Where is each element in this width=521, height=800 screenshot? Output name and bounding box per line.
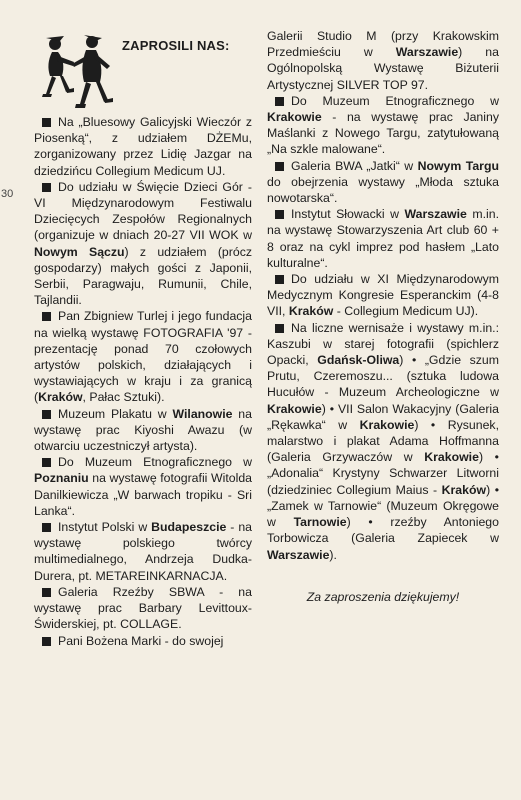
section-heading: ZAPROSILI NAS: xyxy=(122,38,230,53)
dancers-illustration-icon xyxy=(40,32,116,114)
place-name: Wilanowie xyxy=(172,406,233,421)
text-run: Do udziału w Święcie Dzieci Gór - VI Międzynarodowym Festiwalu Dziecięcych Zespołów Regionalnych (organizuje w dniach 20-27 VII WOK w xyxy=(34,179,252,243)
text-run: na wystawę fotografii Witolda Danilkiewicza „W barwach tropiku - Sri Lanka“. xyxy=(34,471,252,518)
place-name: Poznaniu xyxy=(34,471,89,486)
right-column xyxy=(267,28,499,605)
margin-mark: 30 xyxy=(1,188,14,200)
list-item xyxy=(34,179,252,309)
place-name: Krakowie xyxy=(424,450,479,465)
list-item xyxy=(34,633,252,649)
list-item xyxy=(267,93,499,158)
text-run: na wystawę prac Kiyoshi Awazu (w otwarciu uczestniczył artysta). xyxy=(34,406,252,454)
section-header xyxy=(34,32,252,114)
text-run: ). xyxy=(329,547,337,562)
left-column xyxy=(34,32,252,649)
place-name: Nowym Targu xyxy=(417,158,499,173)
right-items-list xyxy=(267,93,499,563)
text-run: Galeria BWA „Jatki“ w xyxy=(291,158,418,173)
list-item xyxy=(267,271,499,320)
text-run: Do Muzeum Etnograficznego w xyxy=(291,93,499,108)
place-name: Gdańsk-Oliwa xyxy=(317,353,400,368)
text-run: Na „Bluesowy Galicyjski Wieczór z Piosenką“, z udziałem DŻEMu, zorganizowany przez Lidię Jazgar na dziedzińcu Collegium Medicum UJ. xyxy=(34,115,252,178)
thanks-note: Za zaproszenia dziękujemy! xyxy=(306,589,460,604)
text-run: - na wystawę polskiego twórcy multimedialnego, Andrzeja Dudka-Durera, pt. METAREINKARNACJA. xyxy=(34,520,252,583)
text-run: ) • VII Salon Wakacyjny (Galeria „Rękawka“ w xyxy=(267,401,499,432)
list-item xyxy=(267,158,499,207)
list-item xyxy=(267,320,499,563)
text-run: Pan Zbigniew Turlej i jego fundacja na wielką wystawę FOTOGRAFIA '97 - prezentację ponad 70 czołowych artystów polskich, działających i wystawiających w kraju i za granicą ( xyxy=(34,309,252,405)
place-name: Budapeszcie xyxy=(151,520,227,535)
place-name: Krakowie xyxy=(267,110,322,125)
place-name: Tarnowie xyxy=(293,515,347,530)
text-run: m.in. na wystawę Stowarzyszenia Art club 60 + 8 oraz na cykl imprez pod hasłem „Lato kulturalne“. xyxy=(267,207,499,270)
list-item xyxy=(34,454,252,519)
place-name: Warszawie xyxy=(404,207,467,222)
text-run: Galerii Studio M (przy Krakowskim Przedmieściu w xyxy=(267,29,499,60)
text-run: ) z udziałem (prócz gospodarzy) małych gości z Japonii, Serbii, Paragwaju, Rumunii, Chile, Tajlandii. xyxy=(34,244,252,308)
text-run: , Pałac Sztuki). xyxy=(82,390,165,405)
text-run: Pani Bożena Marki - do swojej xyxy=(58,633,224,648)
text-run: ) na Ogólnopolską Wystawę Biżuterii Artystycznej SILVER TOP 97. xyxy=(267,45,499,92)
text-run: ) • rzeźby Antoniego Torbowicza (Galeria Zapiecek w xyxy=(267,515,499,546)
text-run: Na liczne wernisaże i wystawy m.in.: Kaszubi w starej fotografii (spichlerz Opacki, xyxy=(267,320,499,368)
list-item xyxy=(34,406,252,455)
place-name: Kraków xyxy=(288,304,334,319)
place-name: Kraków xyxy=(441,482,487,497)
text-run: Do udziału w XI Międzynarodowym Medycznym Kongresie Esperanckim (4-8 VII, xyxy=(267,272,499,319)
list-item xyxy=(34,308,252,405)
continued-paragraph xyxy=(267,28,499,93)
text-run: - Collegium Medicum UJ). xyxy=(333,304,479,319)
text-run: Instytut Polski w xyxy=(58,520,152,535)
list-item xyxy=(267,206,499,271)
list-item xyxy=(34,519,252,584)
place-name: Krakowie xyxy=(359,417,415,432)
text-run: Instytut Słowacki w xyxy=(291,207,405,222)
text-run: do obejrzenia wystawy „Młoda sztuka nowotarska“. xyxy=(267,174,499,206)
text-run: ) • „Zamek w Tarnowie“ (Muzeum Okręgowe w xyxy=(267,482,499,530)
place-name: Warszawie xyxy=(267,547,330,562)
list-item xyxy=(34,584,252,633)
text-run: - na wystawę prac Janiny Maślanki z Nowego Targu, zatytułowaną „Na szkle malowane“. xyxy=(267,110,499,157)
place-name: Warszawie xyxy=(395,45,459,60)
place-name: Krakowie xyxy=(267,401,322,416)
text-run: ) • Rysunek, malarstwo i plakat Adama Hoffmanna (Galeria Grzywaczów w xyxy=(267,417,499,465)
text-run: Muzeum Plakatu w xyxy=(58,406,173,421)
place-name: Kraków xyxy=(38,390,83,405)
place-name: Nowym Sączu xyxy=(34,244,125,259)
text-run: Do Muzeum Etnograficznego w xyxy=(58,455,252,470)
text-run: ) • „Gdzie szum Prutu, Czeremoszu... (sztuka ludowa Hucułów - Muzeum Archeologiczne w xyxy=(267,353,499,400)
text-run: ) • „Adonalia“ Krystyny Schwarzer Litworni (dziedziniec Collegium Maius - xyxy=(267,450,499,497)
list-item xyxy=(34,114,252,179)
left-items-list xyxy=(34,114,252,649)
text-run: Galeria Rzeźby SBWA - na wystawę prac Barbary Levittoux-Świderskiej, pt. COLLAGE. xyxy=(34,584,252,632)
